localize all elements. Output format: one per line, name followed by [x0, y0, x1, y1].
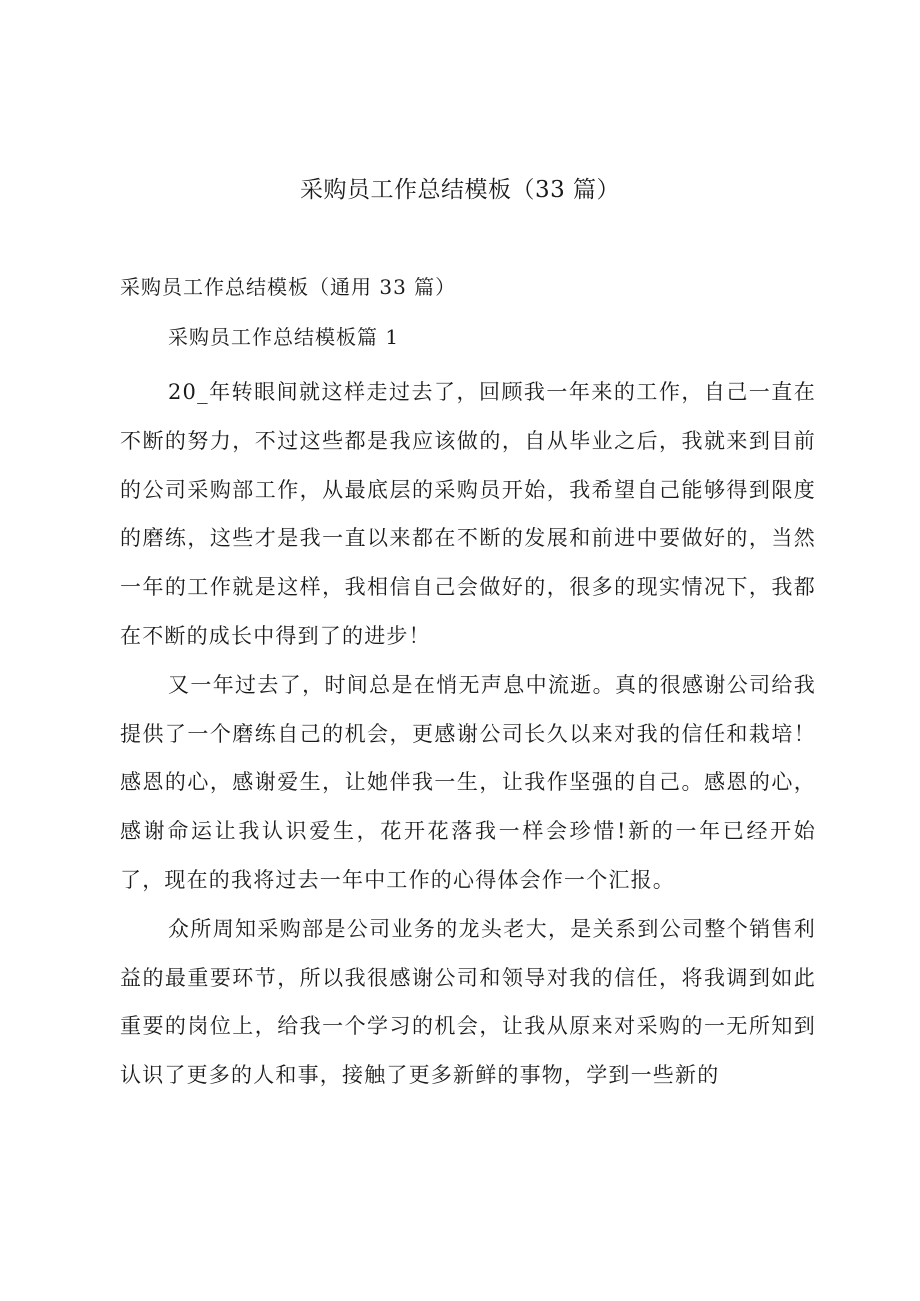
- paragraph: 众所周知采购部是公司业务的龙头老大，是关系到公司整个销售利益的最重要环节，所以我很感谢公司和领导对我的信任，将我调到如此重要的岗位上，给我一个学习的机会，让我从原来对采购的一无所知到认识了更多的人和事，接触了更多新鲜的事物，学到一些新的: [120, 916, 816, 1088]
- document-title: 采购员工作总结模板（33 篇）: [299, 177, 621, 203]
- document-subtitle: 采购员工作总结模板（通用 33 篇）: [120, 275, 457, 299]
- paragraph: 又一年过去了，时间总是在悄无声息中流逝。真的很感谢公司给我提供了一个磨练自己的机会，更感谢公司长久以来对我的信任和栽培！感恩的心，感谢爱生，让她伴我一生，让我作坚强的自己。感恩的心，感谢命运让我认识爱生，花开花落我一样会珍惜!新的一年已经开始了，现在的我将过去一年中工作的心得体会作一个汇报。: [120, 672, 816, 892]
- body-text: [120, 368, 816, 1100]
- paragraph: 20_年转眼间就这样走过去了，回顾我一年来的工作，自己一直在不断的努力，不过这些都是我应该做的，自从毕业之后，我就来到目前的公司采购部工作，从最底层的采购员开始，我希望自己能够得到限度的磨练，这些才是我一直以来都在不断的发展和前进中要做好的，当然一年的工作就是这样，我相信自己会做好的，很多的现实情况下，我都在不断的成长中得到了的进步！: [120, 380, 816, 648]
- section-heading: 采购员工作总结模板篇 1: [168, 325, 400, 349]
